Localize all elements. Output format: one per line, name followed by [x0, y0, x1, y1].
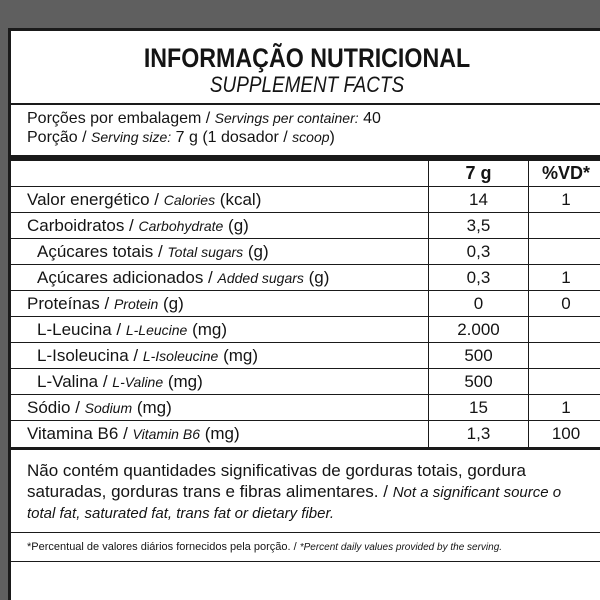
nutrient-name-pt: Vitamina B6 / [27, 424, 133, 443]
nutrient-name-en: Protein [113, 295, 159, 312]
nutrient-name-pt: L-Isoleucina / [37, 345, 143, 365]
nutrient-row [11, 265, 600, 291]
footnote [11, 533, 600, 553]
nutrient-row [11, 421, 600, 447]
col-qty-header: 7 g [428, 161, 528, 186]
nutrient-unit: (g) [158, 293, 184, 313]
nutrient-vd [528, 239, 600, 264]
nutrient-unit: (mg) [132, 397, 172, 417]
nutrient-name [11, 216, 428, 236]
nutrient-vd [528, 369, 600, 394]
nutrient-vd: 1 [528, 395, 600, 420]
label-subtitle: SUPPLEMENT FACTS [209, 72, 405, 97]
serving-size-scoop: scoop [292, 129, 330, 145]
nutrient-unit: (g) [303, 267, 330, 287]
nutrient-row [11, 369, 600, 395]
label-title: INFORMAÇÃO NUTRICIONAL [143, 43, 471, 73]
nutrition-label [8, 28, 600, 600]
nutrient-qty: 500 [428, 369, 528, 394]
note-line-3: total fat, saturated fat, trans fat or dietary fiber. [27, 505, 335, 522]
nutrient-unit: (g) [223, 215, 249, 235]
nutrient-name-en: Sodium [84, 399, 133, 416]
note-line-1: Não contém quantidades significativas de gorduras totais, gordura [27, 461, 526, 480]
nutrient-qty: 14 [428, 187, 528, 212]
servings-per-container [27, 109, 600, 128]
nutrient-name-en: Total sugars [167, 243, 244, 260]
nutrient-unit: (mg) [187, 319, 228, 339]
nutrient-unit: (mg) [218, 345, 259, 365]
nutrient-name [11, 320, 428, 340]
servings-info [11, 105, 600, 155]
serving-size-close: ) [329, 129, 335, 146]
table-header-row [11, 161, 600, 187]
footnote-en: *Percent daily values provided by the serving. [299, 542, 503, 553]
nutrient-name-en: L-Isoleucine [142, 347, 219, 364]
nutrient-row [11, 187, 600, 213]
nutrient-vd [528, 213, 600, 238]
nutrient-name-en: Added sugars [217, 269, 304, 286]
footnote-pt: *Percentual de valores diários fornecidos pela porção. / [27, 541, 300, 553]
nutrient-qty: 500 [428, 343, 528, 368]
nutrient-name-pt: Açúcares adicionados / [37, 267, 218, 287]
nutrient-name-en: Vitamin B6 [132, 426, 200, 442]
nutrient-row [11, 239, 600, 265]
serving-size-pt: Porção / [27, 129, 92, 146]
nutrient-vd: 100 [528, 421, 600, 447]
nutrient-vd: 1 [528, 265, 600, 290]
label-header [11, 31, 600, 97]
nutrient-vd [528, 343, 600, 368]
col-vd-header: %VD* [528, 161, 600, 186]
nutrient-vd: 0 [528, 291, 600, 316]
note-line-2 [27, 481, 600, 503]
servings-value: 40 [358, 110, 381, 127]
nutrient-name [11, 268, 428, 288]
nutrient-qty: 0,3 [428, 265, 528, 290]
nutrient-qty: 3,5 [428, 213, 528, 238]
nutrient-name [11, 242, 428, 262]
nutrient-unit: (mg) [199, 424, 240, 443]
nutrient-name [11, 372, 428, 392]
nutrient-rows [11, 187, 600, 447]
nutrient-row [11, 213, 600, 239]
servings-pt: Porções por embalagem / [27, 110, 215, 127]
serving-size [27, 128, 600, 147]
nutrient-name [11, 346, 428, 366]
nutrient-qty: 0,3 [428, 239, 528, 264]
divider [11, 561, 600, 562]
nutrient-qty: 1,3 [428, 421, 528, 447]
nutrient-qty: 0 [428, 291, 528, 316]
nutrient-name [11, 190, 428, 210]
serving-size-en: Serving size: [91, 129, 172, 145]
servings-en: Servings per container: [214, 110, 359, 126]
nutrient-name-en: Carbohydrate [138, 217, 224, 234]
nutrient-vd [528, 317, 600, 342]
serving-size-value: 7 g (1 dosador / [171, 129, 293, 146]
nutrient-qty: 2.000 [428, 317, 528, 342]
nutrient-row [11, 291, 600, 317]
nutrient-name [11, 424, 428, 444]
note-line-2-pt: saturadas, gorduras trans e fibras alimentares. / [27, 482, 393, 501]
nutrient-name [11, 294, 428, 314]
nutrient-unit: (g) [243, 241, 269, 261]
nutrient-name [11, 398, 428, 418]
nutrient-name-pt: Sódio / [27, 397, 85, 417]
nutrient-name-en: L-Leucine [125, 321, 188, 338]
nutrient-name-pt: Carboidratos / [27, 215, 139, 235]
nutrient-row [11, 395, 600, 421]
nutrient-name-en: L-Valine [112, 373, 164, 390]
nutrient-row [11, 317, 600, 343]
nutrient-qty: 15 [428, 395, 528, 420]
nutrient-name-pt: Valor energético / [27, 189, 164, 209]
nutrient-row [11, 343, 600, 369]
notes [11, 450, 600, 524]
note-line-2-en: Not a significant source o [392, 484, 562, 501]
nutrient-unit: (kcal) [215, 189, 262, 209]
nutrient-vd: 1 [528, 187, 600, 212]
nutrient-unit: (mg) [163, 371, 203, 391]
nutrient-name-pt: L-Leucina / [37, 319, 126, 339]
nutrient-name-pt: L-Valina / [37, 371, 113, 391]
nutrient-name-en: Calories [163, 191, 216, 208]
nutrient-name-pt: Açúcares totais / [37, 241, 168, 261]
nutrient-name-pt: Proteínas / [27, 293, 114, 313]
